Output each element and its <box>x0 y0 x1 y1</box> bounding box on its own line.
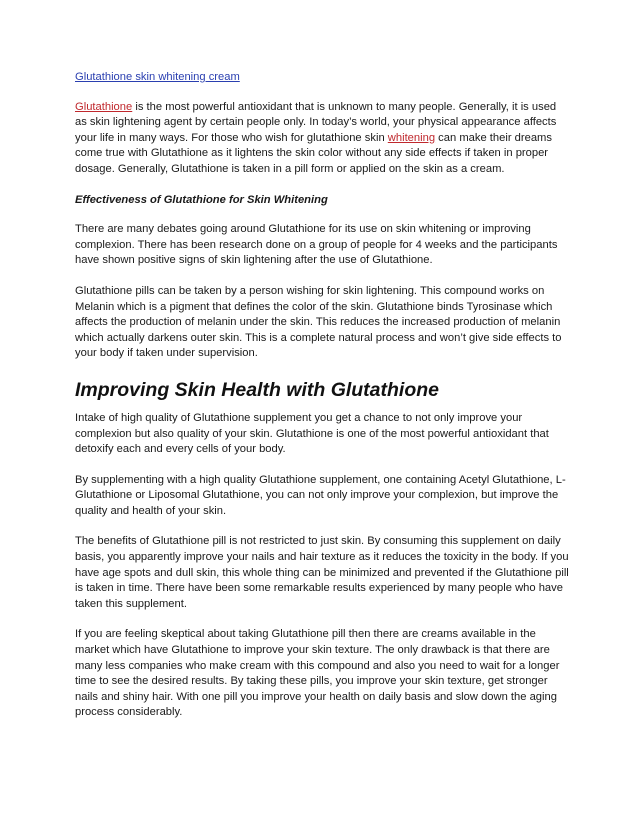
paragraph-4: By supplementing with a high quality Glutathione supplement, one containing Acetyl Glutathione, L-Glutathione or Liposomal Glutathione, you can not only improve your complexion, but improve the quality and health of your skin. <box>75 473 566 517</box>
section-heading: Improving Skin Health with Glutathione <box>75 378 440 401</box>
paragraph-3: Intake of high quality of Glutathione supplement you get a chance to not only improve your complexion but also quality of your skin. Glutathione is one of the most powerful antioxidant that detoxify each and every cells of your body. <box>75 411 549 456</box>
whitening-link[interactable]: whitening <box>387 131 436 144</box>
intro-text-2: can make their dreams come true with Glutathione as it lightens the skin color without any side effects if taken in proper dosage. Generally, Glutathione is taken in a pill form or applied on the skin as a cream. <box>75 131 552 175</box>
title-link[interactable]: Glutathione skin whitening cream <box>75 71 240 83</box>
glutathione-link[interactable]: Glutathione <box>75 100 133 113</box>
paragraph-1: There are many debates going around Glutathione for its use on skin whitening or improving complexion. There has been research done on a group of people for 4 weeks and the participants have shown positive signs of skin lightening after the use of Glutathione. <box>75 223 558 267</box>
paragraph-5: The benefits of Glutathione pill is not restricted to just skin. By consuming this supplement on daily basis, you apparently improve your nails and hair texture as it reduces the toxicity in the body. If you have age spots and dull skin, this whole thing can be minimized and prevented if the Glutathione pill is taken in time. There have been some remarkable results experienced by many people who have taken this supplement. <box>75 535 569 610</box>
paragraph-2: Glutathione pills can be taken by a person wishing for skin lightening. This compound works on Melanin which is a pigment that defines the color of the skin. Glutathione binds Tyrosinase which affects the production of melanin under the skin. This reduces the increased production of melanin which actually darkens outer skin. This is a complete natural process and won’t give side effects to your body if taken under supervision. <box>75 284 562 360</box>
intro-paragraph <box>75 100 570 178</box>
intro-text-1: is the most powerful antioxidant that is unknown to many people. Generally, it is used as skin lightening agent by certain people only. In today’s world, your physical appearance affects your life in many ways. For those who wish for glutathione skin <box>75 100 557 144</box>
paragraph-6: If you are feeling skeptical about taking Glutathione pill then there are creams available in the market which have Glutathione to improve your skin texture. The only drawback is that there are many less companies who make cream with this compound and also you need to wait for a longer time to see the desired results. By taking these pills, you improve your skin texture, get stronger nails and shiny hair. With one pill you improve your health on daily basis and slow down the aging process considerably. <box>75 628 560 719</box>
document-page <box>75 70 570 736</box>
subheading: Effectiveness of Glutathione for Skin Whitening <box>75 193 328 206</box>
